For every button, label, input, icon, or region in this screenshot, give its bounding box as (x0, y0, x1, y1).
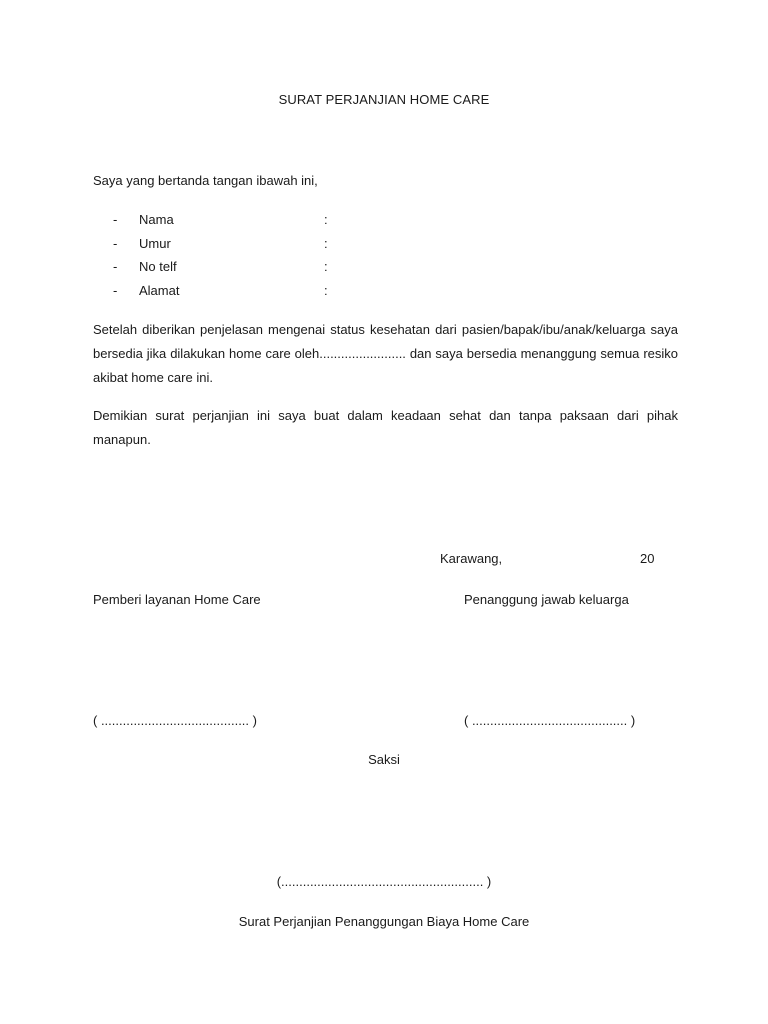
identity-fields (113, 211, 413, 305)
field-colon: : (324, 282, 328, 298)
field-row-umur (113, 235, 413, 259)
field-dash: - (113, 235, 118, 251)
field-label-alamat: Alamat (139, 282, 180, 298)
field-label-nama: Nama (139, 212, 174, 227)
field-row-no-telf (113, 258, 413, 282)
field-colon: : (324, 212, 328, 227)
provider-signature-line: ( ......................................... ) (93, 713, 257, 728)
provider-signer-label: Pemberi layanan Home Care (93, 592, 261, 607)
field-label-umur: Umur (139, 235, 171, 251)
field-dash: - (113, 212, 118, 227)
place-text: Karawang, (440, 551, 503, 566)
intro-text: Saya yang bertanda tangan ibawah ini, (93, 173, 318, 188)
family-signer-label: Penanggung jawab keluarga (464, 592, 629, 607)
field-row-alamat (113, 282, 413, 306)
field-row-nama (113, 211, 413, 235)
field-colon: : (324, 259, 328, 274)
field-dash: - (113, 259, 118, 274)
field-dash: - (113, 282, 118, 298)
field-colon: : (324, 235, 328, 251)
field-label-no-telf: No telf (139, 259, 177, 274)
closing-paragraph: Demikian surat perjanjian ini saya buat dalam keadaan sehat dan tanpa paksaan dari pihak manapun. (93, 408, 678, 447)
consent-paragraph: Setelah diberikan penjelasan mengenai status kesehatan dari pasien/bapak/ibu/anak/keluarga saya bersedia jika dilakukan home care oleh........................ dan saya bersedia menanggung semua resiko akibat home care ini. (93, 322, 678, 385)
witness-label: Saksi (368, 752, 400, 767)
family-signature-line: ( ........................................... ) (464, 713, 636, 728)
witness-signature-line: (........................................................ ) (276, 874, 492, 889)
document-footer: Surat Perjanjian Penanggungan Biaya Home Care (238, 914, 530, 929)
year-text: 20 (640, 551, 655, 566)
document-title: SURAT PERJANJIAN HOME CARE (278, 92, 490, 107)
